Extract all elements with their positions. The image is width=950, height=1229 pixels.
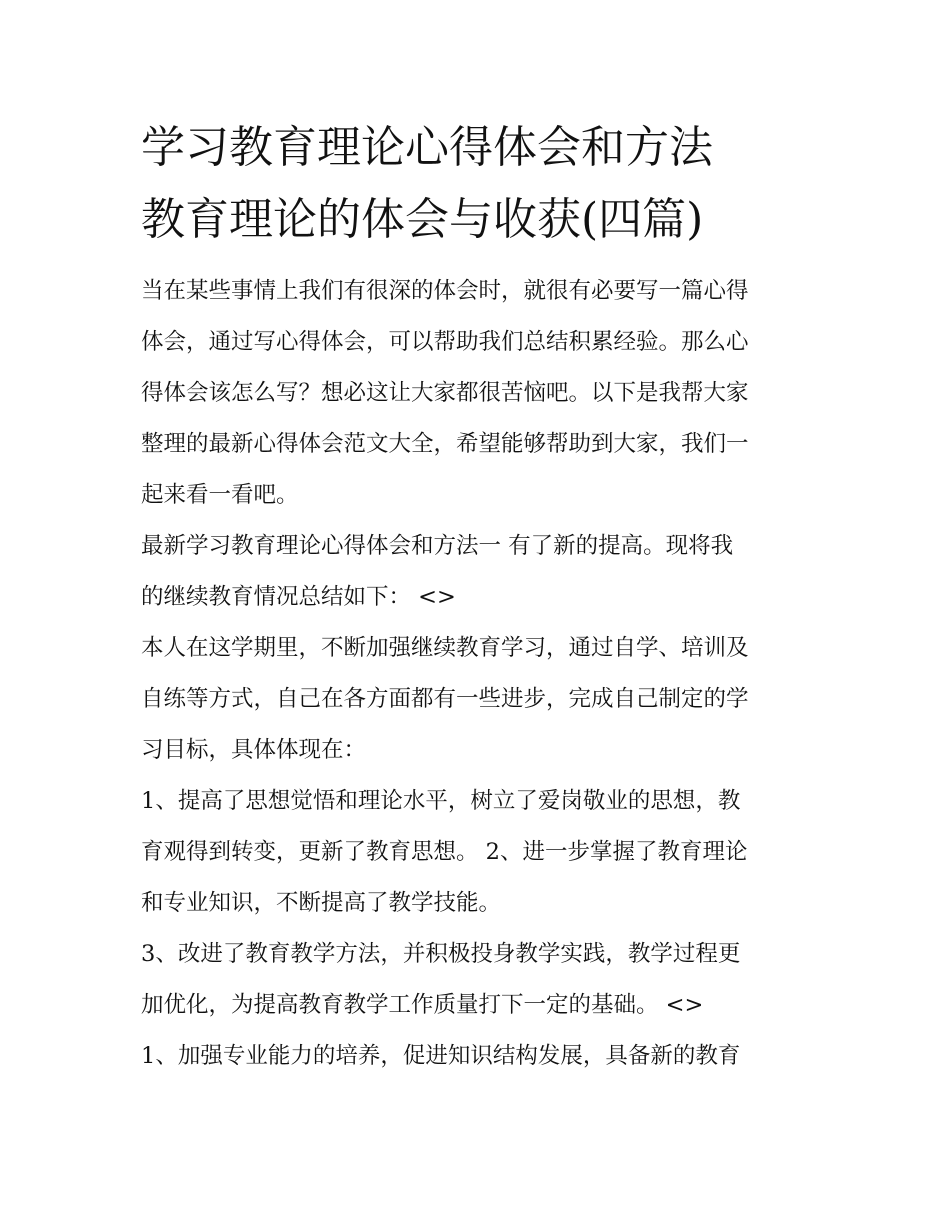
paragraph-professional-ability [141, 1031, 813, 1082]
document-content [141, 112, 813, 1082]
text-line: 当在某些事情上我们有很深的体会时，就很有必要写一篇心得 [141, 278, 749, 304]
title-line-2: 教育理论的体会与收获(四篇) [141, 194, 704, 245]
text-line: 最新学习教育理论心得体会和方法一 有了新的提高。现将我 [141, 533, 734, 559]
text-line: 加优化，为提高教育教学工作质量打下一定的基础。 <> [141, 992, 704, 1018]
text-line: 整理的最新心得体会范文大全，希望能够帮助到大家，我们一 [141, 431, 749, 457]
text-line: 得体会该怎么写？想必这让大家都很苦恼吧。以下是我帮大家 [141, 380, 749, 406]
paragraph-point-3 [141, 929, 813, 1031]
text-line: 的继续教育情况总结如下： <> [141, 584, 456, 610]
text-line: 习目标，具体体现在： [141, 737, 367, 763]
text-line: 体会，通过写心得体会，可以帮助我们总结积累经验。那么心 [141, 329, 749, 355]
text-line: 本人在这学期里，不断加强继续教育学习，通过自学、培训及 [141, 635, 749, 661]
document-title [141, 112, 813, 256]
title-line-1: 学习教育理论心得体会和方法 [141, 122, 713, 173]
text-line: 自练等方式，自己在各方面都有一些进步，完成自己制定的学 [141, 686, 749, 712]
text-line: 育观得到转变，更新了教育思想。 2、进一步掌握了教育理论 [141, 839, 748, 865]
text-line: 3、改进了教育教学方法，并积极投身教学实践，教学过程更 [141, 941, 741, 967]
paragraph-study-summary [141, 623, 813, 776]
text-line: 起来看一看吧。 [141, 482, 299, 508]
text-line: 1、加强专业能力的培养，促进知识结构发展，具备新的教育 [141, 1043, 741, 1069]
text-line: 和专业知识，不断提高了教学技能。 [141, 890, 502, 916]
paragraph-intro [141, 266, 813, 521]
text-line: 1、提高了思想觉悟和理论水平，树立了爱岗敬业的思想，教 [141, 788, 741, 814]
paragraph-point-1-2 [141, 776, 813, 929]
paragraph-section-one [141, 521, 813, 623]
